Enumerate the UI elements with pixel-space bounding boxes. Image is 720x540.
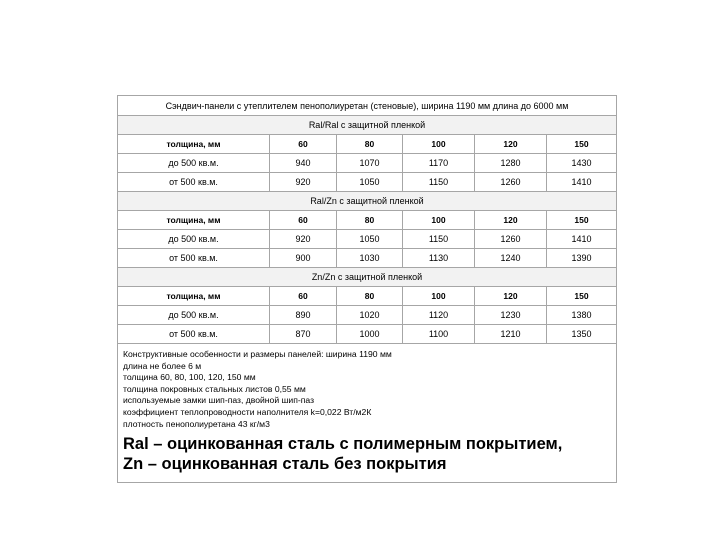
header-cell: 150: [547, 211, 617, 230]
price-cell: 1100: [403, 325, 475, 344]
note-line: используемые замки шип-паз, двойной шип-паз: [123, 395, 315, 406]
price-cell: 1210: [475, 325, 547, 344]
table-row: [118, 154, 617, 173]
price-cell: 1260: [475, 230, 547, 249]
header-cell: 150: [547, 135, 617, 154]
section-row: [118, 116, 617, 135]
price-cell: 1230: [475, 306, 547, 325]
table-row: [118, 249, 617, 268]
header-cell: 80: [337, 135, 403, 154]
header-cell: 60: [270, 135, 337, 154]
section-title-ral-ral: Ral/Ral с защитной пленкой: [118, 116, 617, 135]
table-title: Сэндвич-панели с утеплителем пенополиуретан (стеновые), ширина 1190 мм длина до 6000 мм: [118, 96, 617, 116]
price-cell: 1430: [547, 154, 617, 173]
price-cell: 1150: [403, 230, 475, 249]
table-row: [118, 230, 617, 249]
table-header-row: [118, 211, 617, 230]
price-cell: 1410: [547, 230, 617, 249]
price-cell: 1070: [337, 154, 403, 173]
price-cell: 1410: [547, 173, 617, 192]
table-row: [118, 325, 617, 344]
price-cell: 1380: [547, 306, 617, 325]
header-cell: 120: [475, 211, 547, 230]
header-cell: толщина, мм: [118, 135, 270, 154]
table-header-row: [118, 287, 617, 306]
header-cell: 100: [403, 287, 475, 306]
price-cell: 1170: [403, 154, 475, 173]
legend-ral: Ral – оцинкованная сталь с полимерным покрытием,: [123, 435, 563, 454]
header-cell: 80: [337, 211, 403, 230]
row-label: до 500 кв.м.: [118, 154, 270, 173]
price-cell: 1130: [403, 249, 475, 268]
note-line: толщина 60, 80, 100, 120, 150 мм: [123, 372, 256, 383]
price-cell: 1150: [403, 173, 475, 192]
price-cell: 1120: [403, 306, 475, 325]
price-cell: 1000: [337, 325, 403, 344]
price-cell: 1280: [475, 154, 547, 173]
price-cell: 920: [270, 173, 337, 192]
section-row: [118, 192, 617, 211]
price-cell: 1050: [337, 173, 403, 192]
note-line: плотность пенополиуретана 43 кг/м3: [123, 418, 270, 429]
header-cell: 120: [475, 135, 547, 154]
price-cell: 1240: [475, 249, 547, 268]
price-cell: 1020: [337, 306, 403, 325]
price-cell: 940: [270, 154, 337, 173]
price-cell: 890: [270, 306, 337, 325]
legend-zn: Zn – оцинкованная сталь без покрытия: [123, 455, 447, 474]
row-label: до 500 кв.м.: [118, 230, 270, 249]
note-line: коэффициент теплопроводности наполнителя k=0,022 Вт/м2К: [123, 406, 372, 417]
row-label: от 500 кв.м.: [118, 173, 270, 192]
price-cell: 900: [270, 249, 337, 268]
price-cell: 1350: [547, 325, 617, 344]
price-cell: 870: [270, 325, 337, 344]
note-line: Конструктивные особенности и размеры панелей: ширина 1190 мм: [123, 349, 392, 359]
section-row: [118, 268, 617, 287]
table-header-row: [118, 135, 617, 154]
row-label: от 500 кв.м.: [118, 325, 270, 344]
header-cell: 100: [403, 135, 475, 154]
table-row: [118, 306, 617, 325]
price-table: [117, 95, 617, 483]
notes-row: [118, 344, 617, 483]
header-cell: 80: [337, 287, 403, 306]
price-cell: 1050: [337, 230, 403, 249]
header-cell: 60: [270, 287, 337, 306]
row-label: от 500 кв.м.: [118, 249, 270, 268]
notes-cell: [118, 344, 617, 483]
section-title-zn-zn: Zn/Zn с защитной пленкой: [118, 268, 617, 287]
header-cell: 120: [475, 287, 547, 306]
section-title-ral-zn: Ral/Zn с защитной пленкой: [118, 192, 617, 211]
table-row: [118, 173, 617, 192]
header-cell: толщина, мм: [118, 211, 270, 230]
row-label: до 500 кв.м.: [118, 306, 270, 325]
price-cell: 1390: [547, 249, 617, 268]
header-cell: толщина, мм: [118, 287, 270, 306]
note-line: длина не более 6 м: [123, 360, 202, 371]
price-cell: 1260: [475, 173, 547, 192]
price-cell: 920: [270, 230, 337, 249]
price-cell: 1030: [337, 249, 403, 268]
note-line: толщина покровных стальных листов 0,55 мм: [123, 383, 306, 394]
header-cell: 100: [403, 211, 475, 230]
header-cell: 60: [270, 211, 337, 230]
table-title-row: [118, 96, 617, 116]
header-cell: 150: [547, 287, 617, 306]
